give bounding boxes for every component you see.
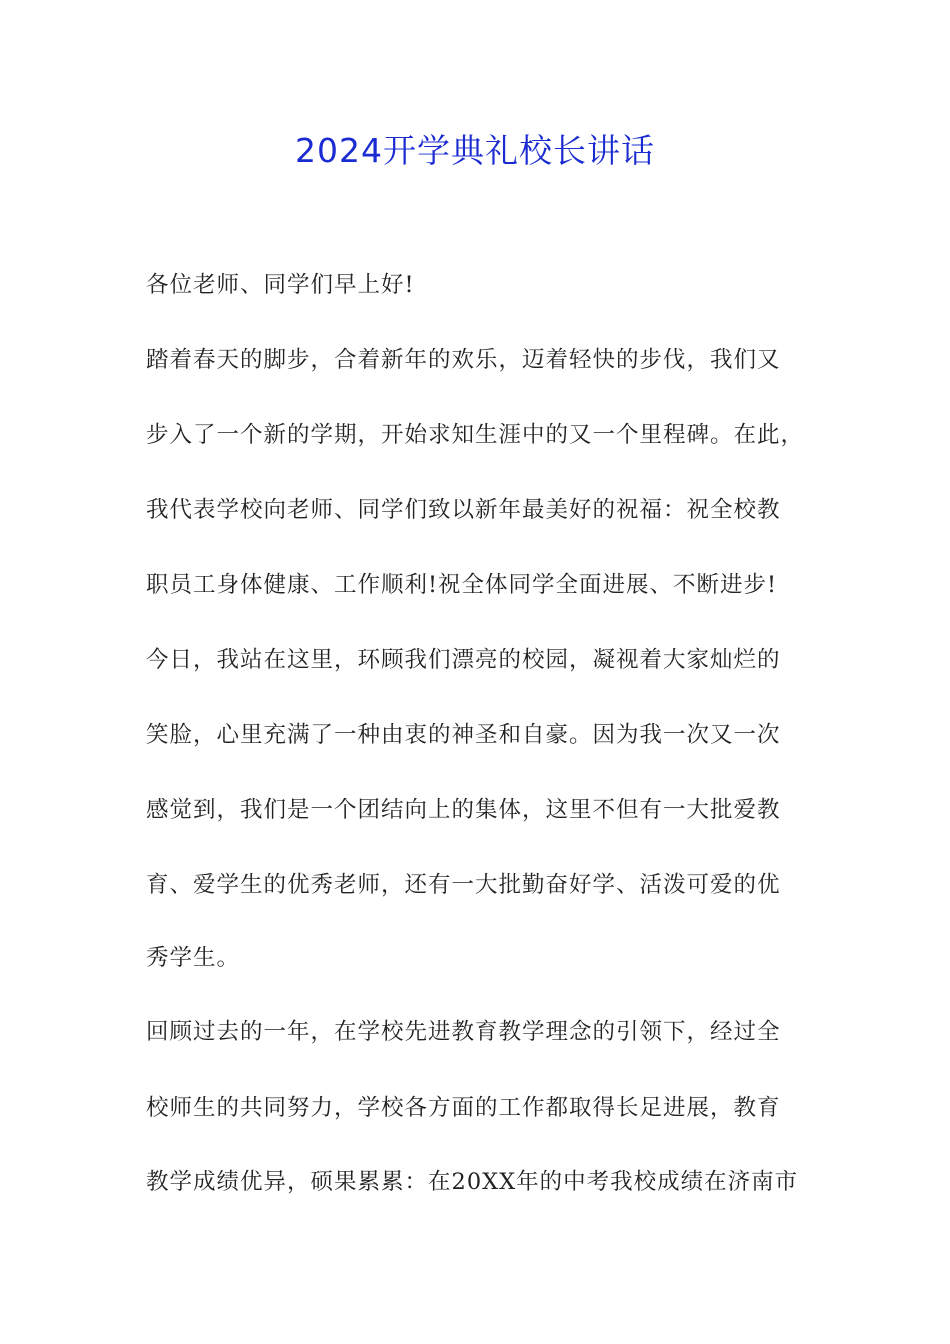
paragraph-line: 今日，我站在这里，环顾我们漂亮的校园，凝视着大家灿烂的 [146,647,781,673]
paragraph-line: 回顾过去的一年，在学校先进教育教学理念的引领下，经过全 [146,1019,781,1045]
paragraph-line: 育、爱学生的优秀老师，还有一大批勤奋好学、活泼可爱的优 [146,872,781,898]
paragraph-line: 步入了一个新的学期，开始求知生涯中的又一个里程碑。在此， [146,422,805,448]
paragraph-line: 各位老师、同学们早上好! [146,272,415,298]
paragraph-line: 感觉到，我们是一个团结向上的集体，这里不但有一大批爱教 [146,797,781,823]
paragraph-line: 秀学生。 [146,945,241,971]
paragraph-line: 教学成绩优异，硕果累累：在20XX年的中考我校成绩在济南市 [146,1169,799,1195]
paragraph-line: 校师生的共同努力，学校各方面的工作都取得长足进展，教育 [146,1095,781,1121]
paragraph-line: 职员工身体健康、工作顺利!祝全体同学全面进展、不断进步! [146,572,778,598]
paragraph-line: 笑脸，心里充满了一种由衷的神圣和自豪。因为我一次又一次 [146,722,781,748]
document-title: 2024开学典礼校长讲话 [295,131,655,170]
paragraph-line: 我代表学校向老师、同学们致以新年最美好的祝福：祝全校教 [146,497,781,523]
paragraph-line: 踏着春天的脚步，合着新年的欢乐，迈着轻快的步伐，我们又 [146,347,781,373]
